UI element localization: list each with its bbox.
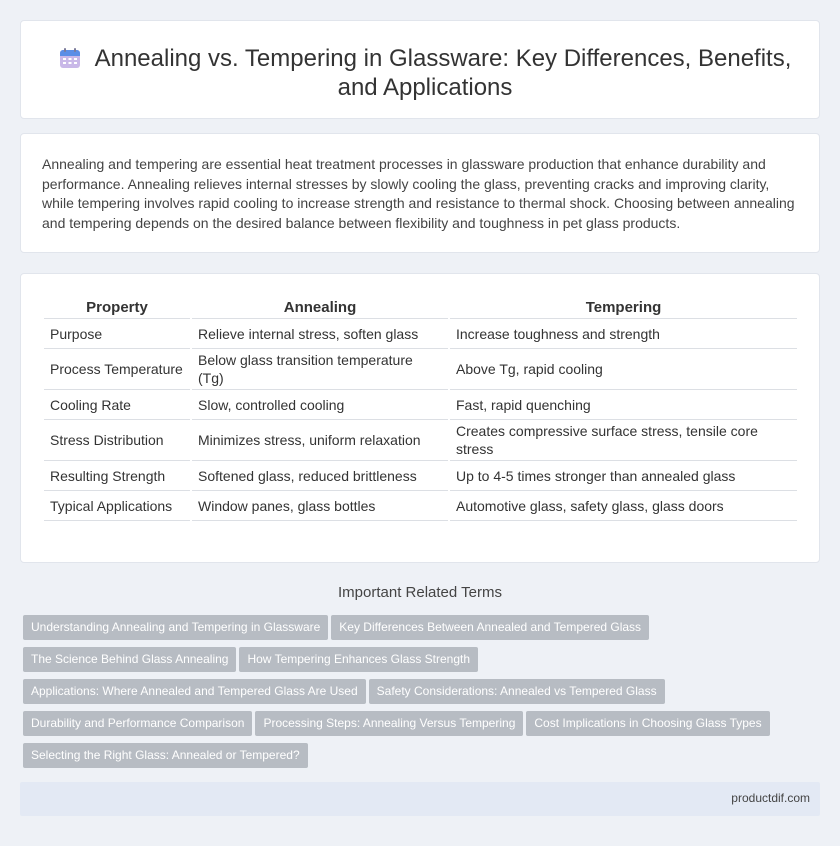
related-term-link[interactable]: Selecting the Right Glass: Annealed or Tempered?	[23, 743, 308, 768]
related-term-link[interactable]: Applications: Where Annealed and Tempered Glass Are Used	[23, 679, 366, 704]
table-cell: Relieve internal stress, soften glass	[192, 319, 448, 349]
table-row	[44, 491, 797, 521]
related-term-link[interactable]: Understanding Annealing and Tempering in Glassware	[23, 615, 328, 640]
related-term-link[interactable]: Processing Steps: Annealing Versus Tempering	[255, 711, 523, 736]
calendar-icon	[59, 47, 81, 69]
title-card	[20, 20, 820, 119]
table-cell: Automotive glass, safety glass, glass doors	[450, 491, 797, 521]
table-cell: Purpose	[44, 319, 190, 349]
related-term-link[interactable]: How Tempering Enhances Glass Strength	[239, 647, 478, 672]
table-row	[44, 420, 797, 461]
table-cell: Stress Distribution	[44, 420, 190, 461]
table-cell: Resulting Strength	[44, 461, 190, 491]
related-term-link[interactable]: The Science Behind Glass Annealing	[23, 647, 236, 672]
table-header-row	[44, 296, 797, 319]
intro-card	[20, 133, 820, 253]
table-cell: Cooling Rate	[44, 390, 190, 420]
table-cell: Process Temperature	[44, 349, 190, 390]
footer	[20, 782, 820, 816]
related-term-link[interactable]: Cost Implications in Choosing Glass Types	[526, 711, 769, 736]
table-cell: Minimizes stress, uniform relaxation	[192, 420, 448, 461]
table-row	[44, 461, 797, 491]
table-row	[44, 319, 797, 349]
header-annealing: Annealing	[192, 296, 448, 319]
related-term-link[interactable]: Safety Considerations: Annealed vs Tempered Glass	[369, 679, 665, 704]
related-terms-heading: Important Related Terms	[338, 584, 502, 601]
table-cell: Creates compressive surface stress, tensile core stress	[450, 420, 797, 461]
related-term-link[interactable]: Durability and Performance Comparison	[23, 711, 252, 736]
intro-paragraph: Annealing and tempering are essential heat treatment processes in glassware production that enhance durability and performance. Annealing relieves internal stresses by slowly cooling the glass, preventing cracks and improving clarity, while tempering involves rapid cooling to increase strength and resistance to thermal shock. Choosing between annealing and tempering depends on the desired balance between flexibility and toughness in pet glass products.	[42, 156, 795, 231]
header-tempering: Tempering	[450, 296, 797, 319]
related-term-link[interactable]: Key Differences Between Annealed and Tempered Glass	[331, 615, 649, 640]
header-property: Property	[44, 296, 190, 319]
table-cell: Fast, rapid quenching	[450, 390, 797, 420]
footer-site-link[interactable]: productdif.com	[731, 791, 810, 805]
table-cell: Softened glass, reduced brittleness	[192, 461, 448, 491]
comparison-table	[42, 296, 799, 521]
table-cell: Slow, controlled cooling	[192, 390, 448, 420]
table-cell: Increase toughness and strength	[450, 319, 797, 349]
table-cell: Window panes, glass bottles	[192, 491, 448, 521]
page-title-text: Annealing vs. Tempering in Glassware: Key Differences, Benefits, and Applications	[94, 45, 792, 101]
comparison-card	[20, 273, 820, 563]
table-cell: Above Tg, rapid cooling	[450, 349, 797, 390]
table-cell: Up to 4-5 times stronger than annealed glass	[450, 461, 797, 491]
table-cell: Below glass transition temperature (Tg)	[192, 349, 448, 390]
related-terms-list	[23, 615, 813, 775]
table-cell: Typical Applications	[44, 491, 190, 521]
table-row	[44, 390, 797, 420]
table-row	[44, 349, 797, 390]
page-title	[51, 44, 799, 102]
